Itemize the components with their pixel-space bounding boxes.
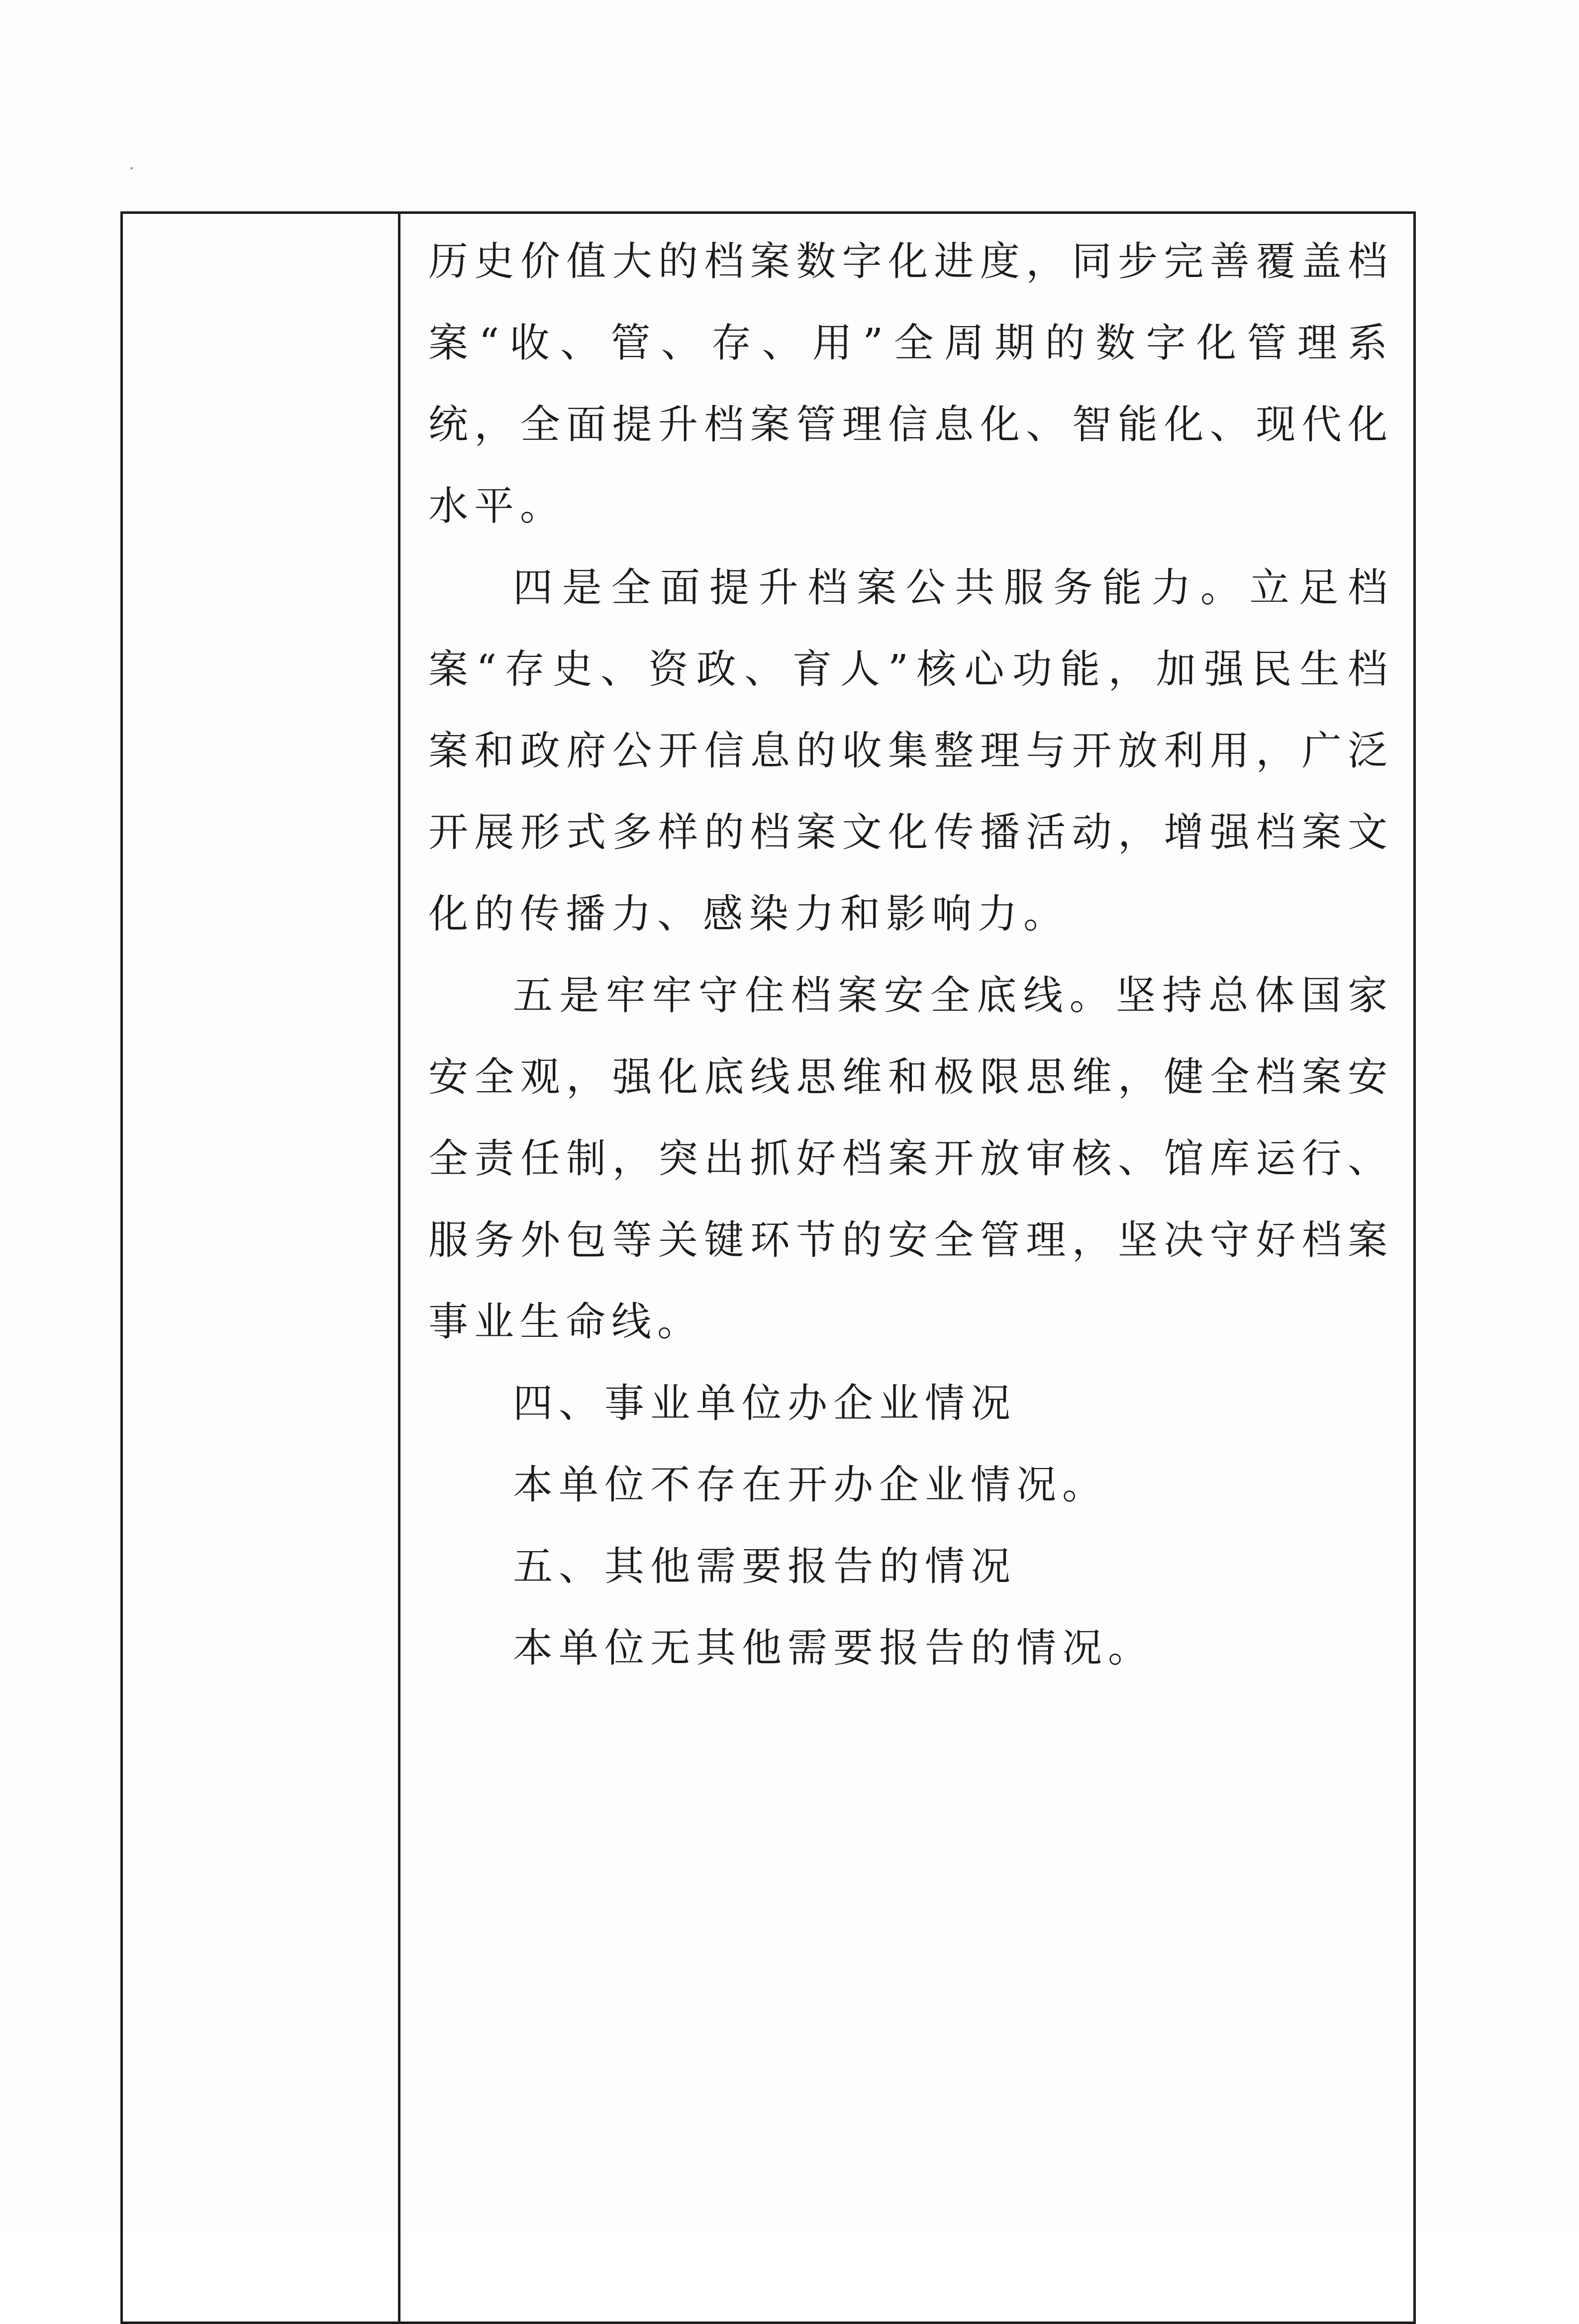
paragraph-no-other-matters: 本单位无其他需要报告的情况。 — [513, 1625, 1154, 1671]
section-heading-enterprises: 四、事业单位办企业情况 — [513, 1380, 1016, 1426]
paragraph-archive-security: 五是牢牢守住档案安全底线。坚持总体国家安全观，强化底线思维和极限思维，健全档案安全责任制，突出抓好档案开放审核、馆库运行、服务外包等关键环节的安全管理，坚决守好档案事业生命线。 — [428, 972, 1393, 1345]
section-heading-other-matters: 五、其他需要报告的情况 — [513, 1543, 1016, 1589]
paragraph-digitization-continued: 历史价值大的档案数字化进度，同步完善覆盖档案“收、管、存、用”全周期的数字化管理系统，全面提升档案管理信息化、智能化、现代化水平。 — [428, 238, 1393, 529]
scan-speck — [130, 167, 133, 170]
paragraph-public-service: 四是全面提升档案公共服务能力。立足档案“存史、资政、育人”核心功能，加强民生档案和政府公开信息的收集整理与开放利用，广泛开展形式多样的档案文化传播活动，增强档案文化的传播力、感染力和影响力。 — [428, 564, 1393, 937]
report-table — [120, 211, 1416, 2324]
table-content-cell — [400, 214, 1413, 2322]
table-label-cell — [123, 214, 400, 2322]
paragraph-no-enterprises: 本单位不存在开办企业情况。 — [513, 1462, 1108, 1508]
